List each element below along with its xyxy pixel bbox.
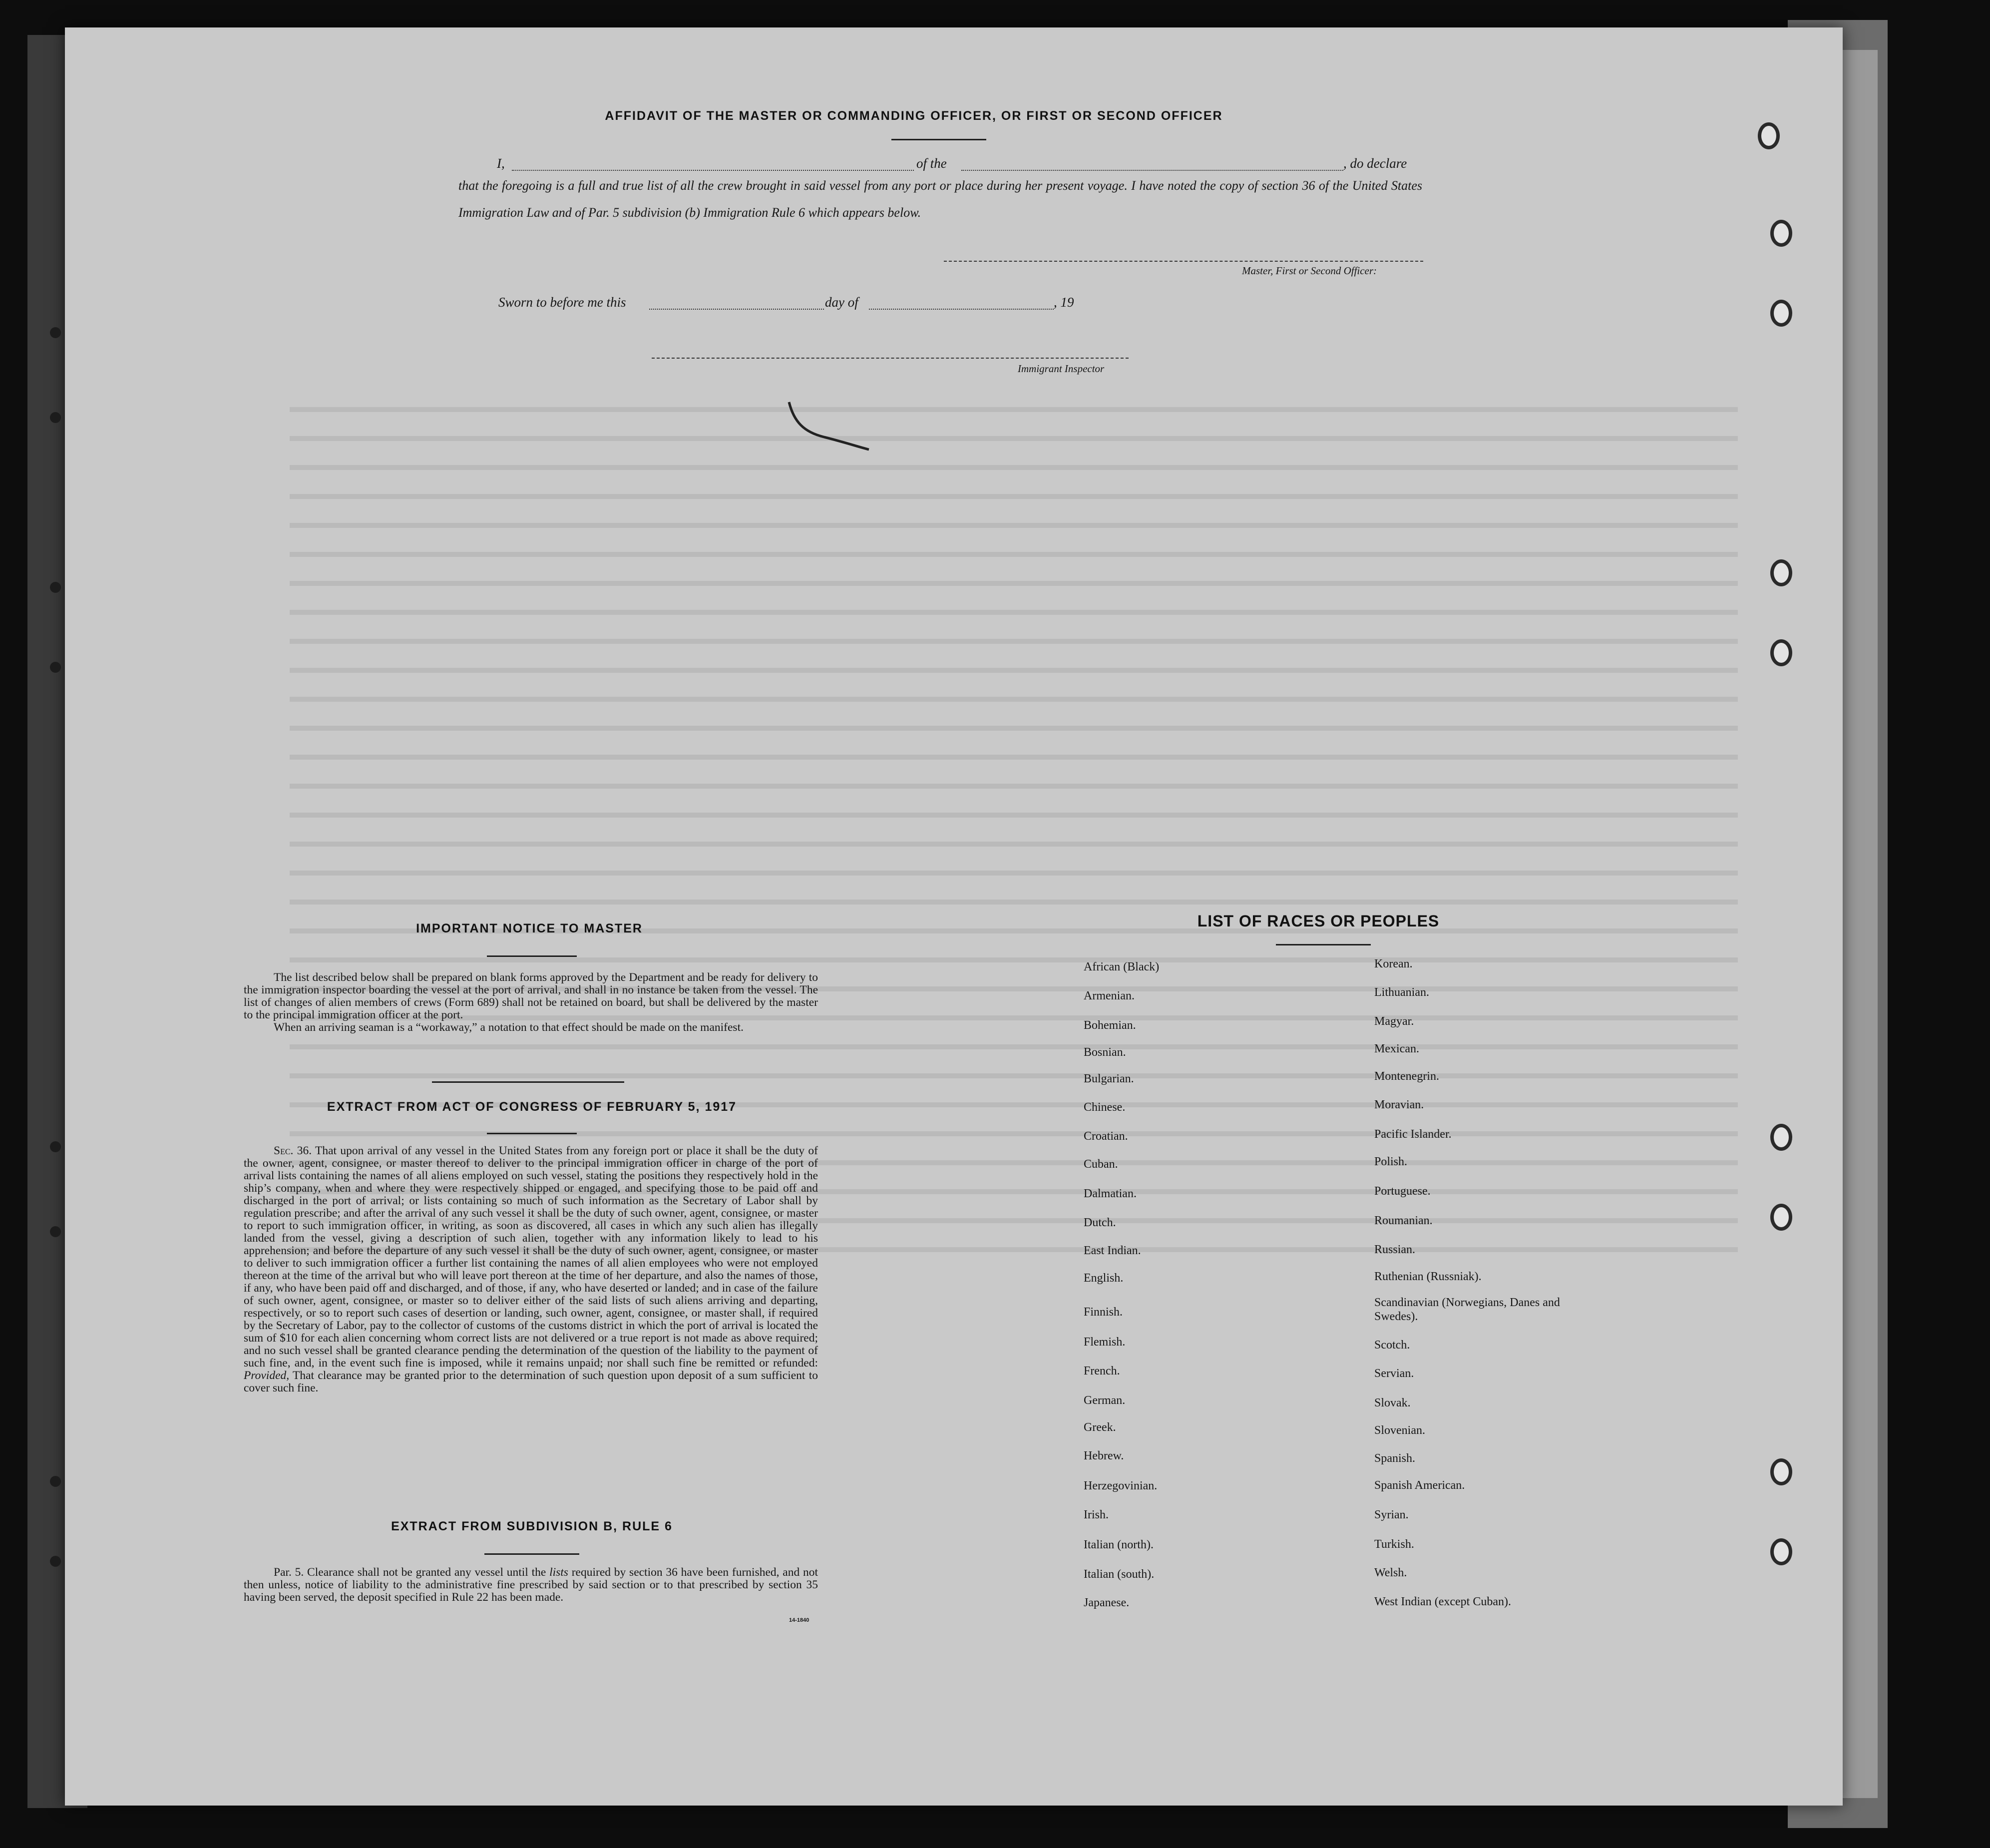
bleed-through-row bbox=[290, 610, 1738, 615]
act-extract-heading-rule bbox=[487, 1133, 577, 1134]
race-item: Portuguese. bbox=[1374, 1185, 1431, 1198]
bleed-through-row bbox=[290, 726, 1738, 731]
binder-rivet bbox=[50, 662, 61, 673]
race-item: West Indian (except Cuban). bbox=[1374, 1595, 1511, 1608]
rule-extract-body bbox=[244, 1566, 818, 1604]
race-item: Bosnian. bbox=[1084, 1046, 1126, 1059]
affidavit-paragraph: that the foregoing is a full and true list of all the crew brought in said vessel from any port or place during her present voyage. I have noted the copy of section 36 of the United States Immigration Law and of Par. 5 subdivision (b) Immigration Rule 6 which appears below. bbox=[458, 178, 1422, 220]
race-item: German. bbox=[1084, 1394, 1126, 1407]
affidavit-declare-label: , do declare bbox=[1343, 156, 1407, 171]
race-item: Polish. bbox=[1374, 1155, 1408, 1168]
race-item: Slovenian. bbox=[1374, 1424, 1425, 1437]
race-item: Slovak. bbox=[1374, 1396, 1411, 1409]
master-signature-caption: Master, First or Second Officer: bbox=[1242, 265, 1377, 277]
race-item: Japanese. bbox=[1084, 1596, 1130, 1609]
race-item: East Indian. bbox=[1084, 1244, 1141, 1257]
bleed-through-row bbox=[290, 842, 1738, 847]
binder-rivet bbox=[50, 1141, 61, 1152]
affidavit-of-the-label: of the bbox=[916, 156, 947, 171]
section-divider bbox=[432, 1081, 624, 1083]
notice-paragraph-2: When an arriving seaman is a “workaway,” a notation to that effect should be made on the manifest. bbox=[274, 1021, 744, 1034]
race-item: Scandinavian (Norwegians, Danes and Swedes). bbox=[1374, 1296, 1560, 1323]
notice-heading: IMPORTANT NOTICE TO MASTER bbox=[416, 922, 643, 935]
bleed-through-row bbox=[290, 813, 1738, 818]
section-36-text-end: That clearance may be granted prior to the determination of such question upon deposit of a sum sufficient to cover such fine. bbox=[244, 1369, 818, 1394]
bleed-through-row bbox=[290, 581, 1738, 586]
punch-hole bbox=[1770, 220, 1792, 247]
sworn-year-label: , 19 bbox=[1054, 295, 1074, 310]
binder-rivet bbox=[50, 582, 61, 593]
punch-hole bbox=[1770, 639, 1792, 666]
inspector-signature-line[interactable] bbox=[652, 358, 1129, 359]
vessel-name-field[interactable] bbox=[961, 170, 1343, 171]
race-item: Italian (north). bbox=[1084, 1538, 1154, 1551]
race-item: Ruthenian (Russniak). bbox=[1374, 1270, 1482, 1283]
race-item: Montenegrin. bbox=[1374, 1070, 1439, 1083]
race-item: Korean. bbox=[1374, 957, 1413, 970]
race-item: Syrian. bbox=[1374, 1508, 1409, 1521]
bleed-through-row bbox=[290, 668, 1738, 673]
race-item: French. bbox=[1084, 1365, 1120, 1378]
act-extract-heading: EXTRACT FROM ACT OF CONGRESS OF FEBRUARY 5, 1917 bbox=[327, 1100, 737, 1114]
bleed-through-row bbox=[290, 407, 1738, 412]
race-item: Magyar. bbox=[1374, 1015, 1414, 1028]
race-item: Spanish. bbox=[1374, 1452, 1416, 1465]
document-sheet bbox=[65, 27, 1843, 1806]
race-item: Flemish. bbox=[1084, 1336, 1126, 1349]
inspector-caption: Immigrant Inspector bbox=[1018, 363, 1105, 375]
master-signature-line[interactable] bbox=[944, 261, 1423, 262]
bleed-through-row bbox=[290, 1044, 1738, 1049]
affidavit-heading-rule bbox=[891, 139, 986, 140]
binder-rivet bbox=[50, 1476, 61, 1487]
bleed-through-row bbox=[290, 494, 1738, 499]
rule-extract-heading: EXTRACT FROM SUBDIVISION B, RULE 6 bbox=[391, 1519, 673, 1533]
race-item: African (Black) bbox=[1084, 960, 1160, 973]
sworn-month-field[interactable] bbox=[869, 309, 1054, 310]
bleed-through-row bbox=[290, 552, 1738, 557]
binder-rivet bbox=[50, 1556, 61, 1567]
race-item: Dalmatian. bbox=[1084, 1187, 1137, 1200]
race-item: Russian. bbox=[1374, 1243, 1416, 1256]
rule-extract-heading-rule bbox=[484, 1553, 579, 1555]
race-item: Irish. bbox=[1084, 1508, 1109, 1521]
bleed-through-row bbox=[290, 523, 1738, 528]
punch-hole bbox=[1770, 1538, 1792, 1565]
form-number: 14-1840 bbox=[789, 1617, 809, 1623]
race-item: Welsh. bbox=[1374, 1566, 1407, 1579]
races-heading: LIST OF RACES OR PEOPLES bbox=[1197, 912, 1440, 930]
race-item: Cuban. bbox=[1084, 1158, 1118, 1171]
punch-hole bbox=[1758, 122, 1780, 149]
binder-rivet bbox=[50, 412, 61, 423]
bleed-through-row bbox=[290, 784, 1738, 789]
race-item: Greek. bbox=[1084, 1421, 1116, 1434]
race-item: Lithuanian. bbox=[1374, 986, 1429, 999]
race-item: Scotch. bbox=[1374, 1339, 1410, 1352]
affidavit-heading: AFFIDAVIT OF THE MASTER OR COMMANDING OFFICER, OR FIRST OR SECOND OFFICER bbox=[605, 109, 1223, 123]
race-item: Croatian. bbox=[1084, 1130, 1128, 1143]
bleed-through-row bbox=[290, 957, 1738, 962]
bleed-through-row bbox=[290, 900, 1738, 905]
race-item: Chinese. bbox=[1084, 1101, 1126, 1114]
race-item: Roumanian. bbox=[1374, 1214, 1433, 1227]
punch-hole bbox=[1770, 559, 1792, 586]
sworn-prefix: Sworn to before me this bbox=[498, 295, 626, 310]
race-item: Bulgarian. bbox=[1084, 1072, 1134, 1085]
notice-paragraph-1: The list described below shall be prepared on blank forms approved by the Department and be ready for delivery to the immigration inspector boarding the vessel at the port of arrival, and shall in no instance be taken from the vessel. The list of changes of alien members of crews (Form 689) shall not be retained on board, but shall be delivered by the master to the principal immigration officer at the port. bbox=[244, 971, 818, 1021]
bleed-through-row bbox=[290, 697, 1738, 702]
race-item: Armenian. bbox=[1084, 989, 1135, 1002]
lists-word: lists bbox=[549, 1566, 568, 1579]
bleed-through-row bbox=[290, 639, 1738, 644]
par-5-text-start: Par. 5. Clearance shall not be granted any vessel until the bbox=[274, 1566, 546, 1579]
pen-mark bbox=[764, 392, 894, 457]
punch-hole bbox=[1770, 1124, 1792, 1151]
act-extract-body bbox=[244, 1145, 818, 1394]
race-item: English. bbox=[1084, 1272, 1124, 1285]
races-heading-rule bbox=[1276, 944, 1371, 945]
sworn-day-field[interactable] bbox=[649, 309, 824, 310]
bleed-through-row bbox=[290, 755, 1738, 760]
punch-hole bbox=[1770, 300, 1792, 327]
section-36-label: Sec. 36. bbox=[274, 1144, 312, 1157]
bleed-through-row bbox=[290, 465, 1738, 470]
race-item: Hebrew. bbox=[1084, 1449, 1124, 1462]
race-item: Bohemian. bbox=[1084, 1019, 1136, 1032]
race-item: Dutch. bbox=[1084, 1216, 1116, 1229]
binder-rivet bbox=[50, 327, 61, 338]
section-36-text: That upon arrival of any vessel in the United States from any foreign port or place it shall be the duty of the owner, agent, consignee, or master thereof to deliver to the principal immigration officer in charge of the port of arrival lists containing the names of all aliens employed on such vessel, stating the positions they respectively hold in the ship’s company, when and where they were respectively shipped or engaged, and specifying those to be paid off and discharged in the port of arrival; or lists containing so much of such information as the Secretary of Labor shall by regulation prescribe; and after the arrival of any such vessel it shall be the duty of such owner, agent, consignee, or master to report to such immigration officer, in writing, as soon as discovered, all cases in which any such alien has illegally landed from the vessel, giving a description of such alien, together with any information likely to lead to his apprehension; and before the departure of any such vessel it shall be the duty of such owner, agent, consignee, or master to deliver to such immigration officer a further list containing the names of all alien employees who were not employed thereon at the time of the arrival but who will leave port thereon at the time of her departure, and also the names of those, if any, who have been paid off and discharged, and of those, if any, who have deserted or landed; and in case of the failure of such owner, agent, consignee, or master so to deliver either of the said lists of such aliens arriving and departing, respectively, or so to report such cases of desertion or landing, such owner, agent, consignee, or master shall, if required by the Secretary of Labor, pay to the collector of customs of the customs district in which the port of arrival is located the sum of $10 for each alien concerning whom correct lists are not delivered or a true report is not made as above required; and no such vessel shall be granted clearance pending the determination of the question of the liability to the payment of such fine, and, in the event such fine is imposed, while it remains unpaid; nor shall such fine be remitted or refunded: bbox=[244, 1144, 818, 1370]
par-5-text-end: required by section 36 have been furnished, and not then unless, notice of liability to the administrative fine prescribed by said section or to that prescribed by section 35 having been served, the deposit specified in Rule 22 has been made. bbox=[244, 1566, 818, 1604]
sworn-day-of-label: day of bbox=[825, 295, 858, 310]
race-item: Servian. bbox=[1374, 1367, 1414, 1380]
race-item: Spanish American. bbox=[1374, 1479, 1465, 1492]
race-item: Moravian. bbox=[1374, 1098, 1424, 1111]
notice-body bbox=[244, 971, 818, 1034]
punch-hole bbox=[1770, 1458, 1792, 1485]
binder-rivet bbox=[50, 1226, 61, 1237]
bleed-through-row bbox=[290, 1073, 1738, 1078]
race-item: Italian (south). bbox=[1084, 1568, 1155, 1581]
race-item: Pacific Islander. bbox=[1374, 1128, 1452, 1141]
affidavit-i-label: I, bbox=[497, 156, 505, 171]
affiant-name-field[interactable] bbox=[512, 170, 914, 171]
race-item: Turkish. bbox=[1374, 1538, 1414, 1551]
notice-heading-rule bbox=[487, 955, 577, 957]
race-item: Mexican. bbox=[1374, 1042, 1419, 1055]
punch-hole bbox=[1770, 1204, 1792, 1231]
bleed-through-row bbox=[290, 436, 1738, 441]
race-item: Finnish. bbox=[1084, 1306, 1123, 1319]
bleed-through-row bbox=[290, 871, 1738, 876]
race-item: Herzegovinian. bbox=[1084, 1479, 1158, 1492]
provided-label: Provided, bbox=[244, 1369, 290, 1382]
